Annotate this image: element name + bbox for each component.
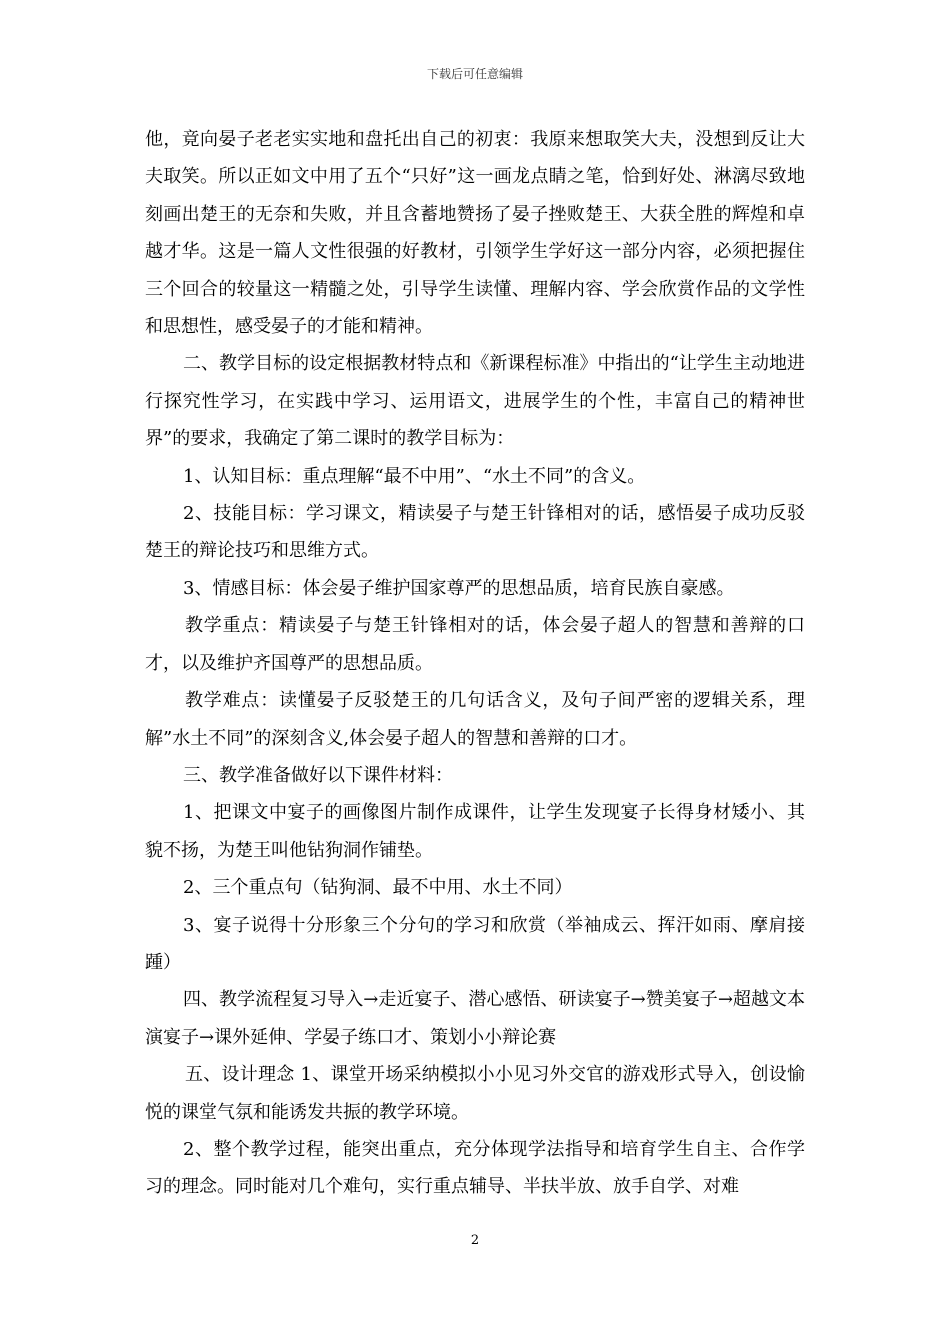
paragraph-teaching-flow: 四、教学流程复习导入→走近宴子、潜心感悟、研读宴子→赞美宴子→超越文本演宴子→课外延伸、学晏子练口才、策划小小辩论赛 xyxy=(145,989,805,1048)
paragraph-teaching-goals: 二、教学目标的设定根据教材特点和《新课程标准》中指出的“让学生主动地进行探究性学习，在实践中学习、运用语文，进展学生的个性，丰富自己的精神世界”的要求，我确定了第二课时的教学目标为： xyxy=(145,353,805,450)
document-body xyxy=(145,121,805,1206)
paragraph-key-point: 教学重点：精读晏子与楚王针锋相对的话，体会晏子超人的智慧和善辩的口才，以及维护齐国尊严的思想品质。 xyxy=(145,615,805,674)
paragraph-cognitive-goal: 1、认知目标：重点理解“最不中用”、“水土不同”的含义。 xyxy=(183,465,646,487)
paragraph-skill-goal: 2、技能目标：学习课文，精读晏子与楚王针锋相对的话，感悟晏子成功反驳楚王的辩论技巧和思维方式。 xyxy=(145,503,805,562)
paragraph-prep-item-3: 3、宴子说得十分形象三个分句的学习和欣赏（举袖成云、挥汗如雨、摩肩接踵） xyxy=(145,914,805,973)
paragraph-prep-item-1: 1、把课文中宴子的画像图片制作成课件，让学生发现宴子长得身材矮小、其貌不扬，为楚王叫他钻狗洞作铺垫。 xyxy=(145,802,805,861)
paragraph-preparation: 三、教学准备做好以下课件材料： xyxy=(183,764,453,786)
page-header: 下载后可任意编辑 xyxy=(426,67,523,81)
paragraph-intro-continuation: 他，竟向晏子老老实实地和盘托出自己的初衷：我原来想取笑大夫，没想到反让大夫取笑。所以正如文中用了五个“只好”这一画龙点睛之笔，恰到好处、淋漓尽致地刻画出楚王的无奈和失败，并且含蓄地赞扬了晏子挫败楚王、大获全胜的辉煌和卓越才华。这是一篇人文性很强的好教材，引领学生学好这一部分内容，必须把握住三个回合的较量这一精髓之处，引导学生读懂、理解内容、学会欣赏作品的文学性和思想性，感受晏子的才能和精神。 xyxy=(145,129,805,338)
paragraph-design-item-2: 2、整个教学过程，能突出重点，充分体现学法指导和培育学生自主、合作学习的理念。同时能对几个难句，实行重点辅导、半扶半放、放手自学、对难 xyxy=(145,1138,805,1198)
page-number: 2 xyxy=(470,1233,480,1248)
paragraph-design-concept: 五、设计理念 1、课堂开场采纳模拟小小见习外交官的游戏形式导入，创设愉悦的课堂气氛和能诱发共振的教学环境。 xyxy=(145,1064,805,1123)
paragraph-prep-item-2: 2、三个重点句（钻狗洞、最不中用、水土不同） xyxy=(183,877,573,899)
paragraph-emotion-goal: 3、情感目标：体会晏子维护国家尊严的思想品质，培育民族自豪感。 xyxy=(183,577,735,599)
paragraph-difficult-point: 教学难点：读懂晏子反驳楚王的几句话含义，及句子间严密的逻辑关系，理解”水土不同”的深刻含义,体会晏子超人的智慧和善辩的口才。 xyxy=(145,690,805,749)
